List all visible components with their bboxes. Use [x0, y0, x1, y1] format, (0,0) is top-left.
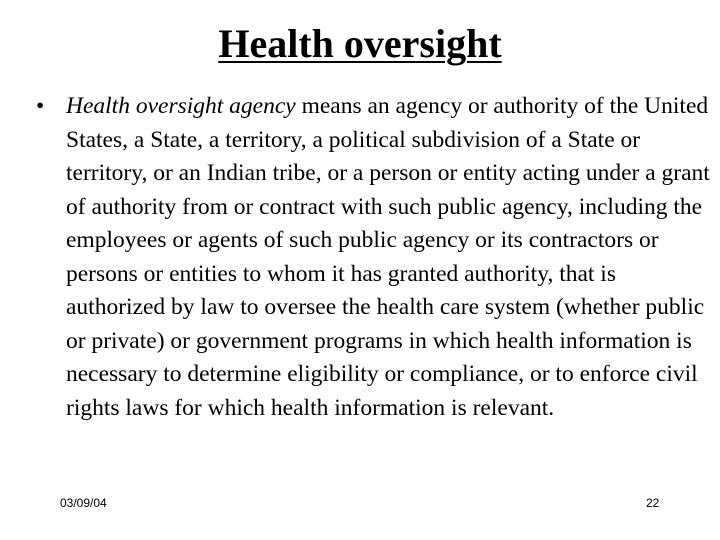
bullet-marker: • — [36, 93, 45, 119]
definition-text: means an agency or authority of the United States, a State, a territory, a political subdivision of a State or territory, or an Indian tribe, or a person or entity acting under a grant of authority from or contract with such public agency, including the employees or agents of such public agency or its contractors or persons or entities to whom it has granted authority, that is authorized by law to oversee the health care system (whether public or private) or government programs in which health information is necessary to determine eligibility or compliance, or to enforce civil rights laws for which health information is relevant. — [66, 93, 710, 421]
slide-body — [36, 90, 716, 425]
bullet-item — [36, 90, 716, 425]
page-number: 22 — [646, 496, 660, 510]
defined-term: Health oversight agency — [66, 93, 296, 119]
slide-title: Health oversight — [218, 21, 502, 66]
footer-date: 03/09/04 — [60, 496, 107, 510]
